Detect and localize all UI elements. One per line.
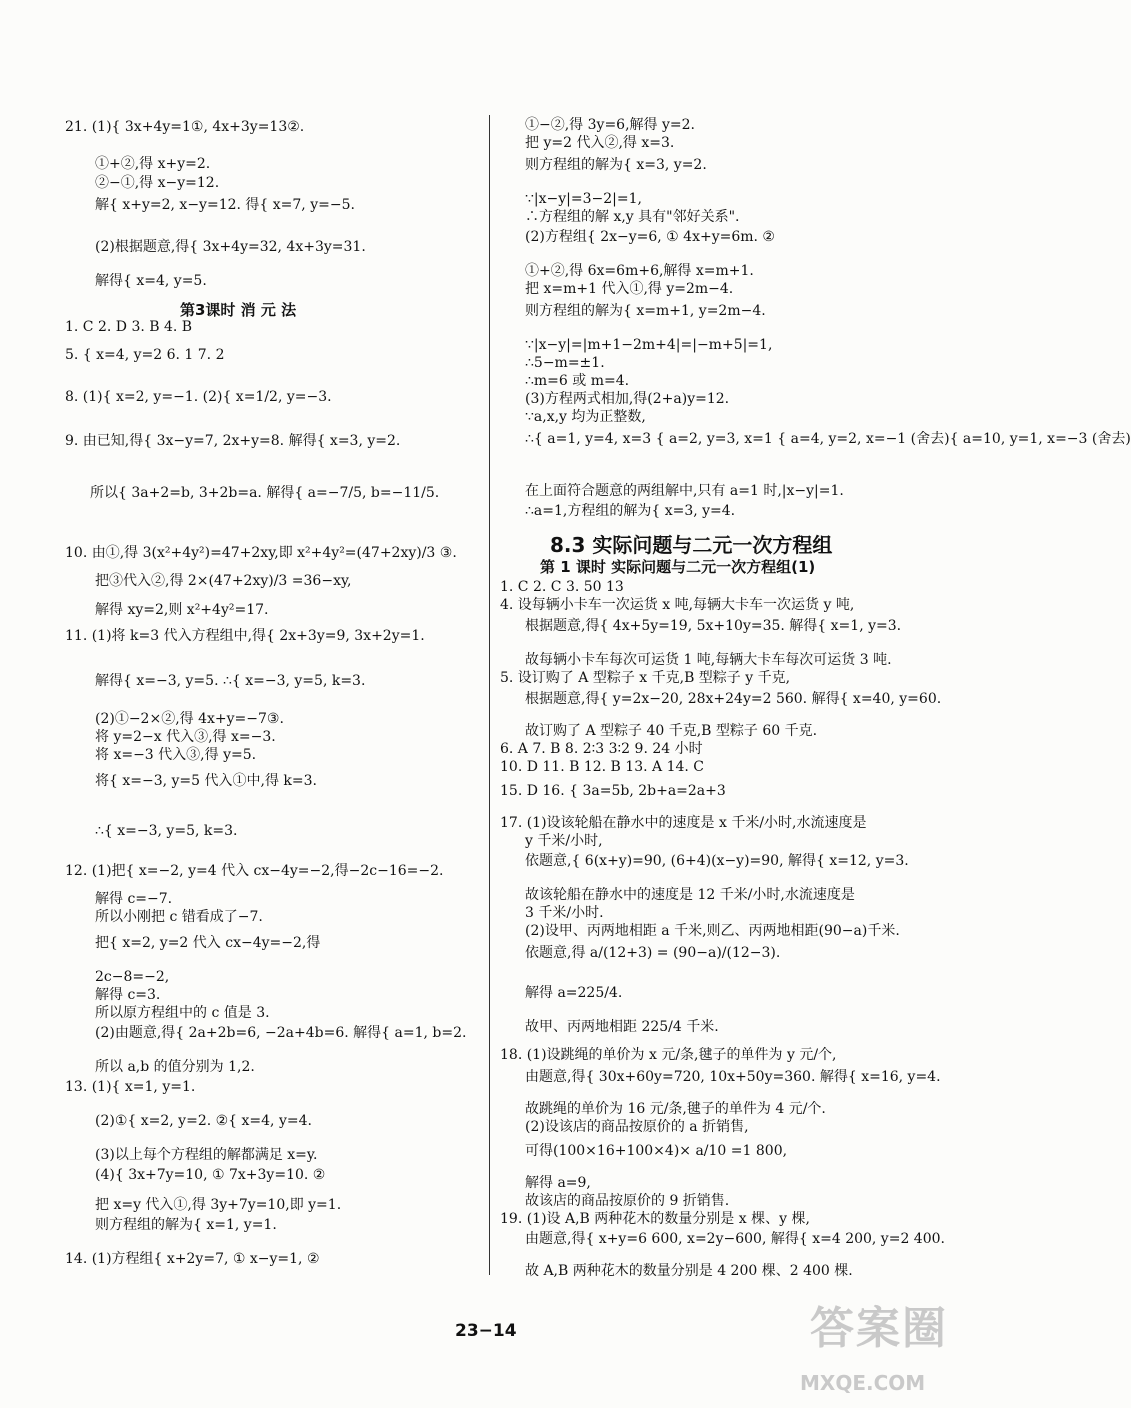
right-line: 故该轮船在静水中的速度是 12 千米/小时,水流速度是 bbox=[525, 887, 855, 903]
right-line: 解得 a=225/4. bbox=[525, 985, 623, 1001]
right-line: 17. (1)设该轮船在静水中的速度是 x 千米/小时,水流速度是 bbox=[500, 815, 867, 831]
right-line: 19. (1)设 A,B 两种花木的数量分别是 x 棵、y 棵, bbox=[500, 1211, 810, 1227]
left-line: 第3课时 消 元 法 bbox=[180, 301, 297, 319]
right-line: 故每辆小卡车每次可运货 1 吨,每辆大卡车每次可运货 3 吨. bbox=[525, 652, 892, 668]
right-line: 3 千米/小时. bbox=[525, 905, 604, 921]
left-line: 将 x=−3 代入③,得 y=5. bbox=[95, 747, 257, 763]
left-line: 8. (1){ x=2, y=−1. (2){ x=1/2, y=−3. bbox=[65, 389, 332, 405]
right-line: ∴m=6 或 m=4. bbox=[525, 373, 630, 389]
right-line: y 千米/小时, bbox=[525, 833, 603, 849]
left-line: 把③代入②,得 2×(47+2xy)/3 =36−xy, bbox=[95, 573, 352, 589]
left-line: 21. (1){ 3x+4y=1①, 4x+3y=13②. bbox=[65, 119, 305, 135]
right-line: (3)方程两式相加,得(2+a)y=12. bbox=[525, 391, 730, 407]
right-line: 5. 设订购了 A 型粽子 x 千克,B 型粽子 y 千克, bbox=[500, 670, 791, 686]
right-line: 10. D 11. B 12. B 13. A 14. C bbox=[500, 759, 704, 775]
left-line: 所以 a,b 的值分别为 1,2. bbox=[95, 1059, 255, 1075]
right-line: 1. C 2. C 3. 50 13 bbox=[500, 579, 624, 595]
left-line: (2)根据题意,得{ 3x+4y=32, 4x+3y=31. bbox=[95, 239, 366, 255]
right-line: 依题意,{ 6(x+y)=90, (6+4)(x−y)=90, 解得{ x=12, y=3. bbox=[525, 853, 909, 869]
left-line: 10. 由①,得 3(x²+4y²)=47+2xy,即 x²+4y²=(47+2xy)/3 ③. bbox=[65, 545, 457, 561]
left-line: ∴{ x=−3, y=5, k=3. bbox=[95, 823, 238, 839]
right-line: 由题意,得{ 30x+60y=720, 10x+50y=360. 解得{ x=16, y=4. bbox=[525, 1069, 941, 1085]
right-line: 4. 设每辆小卡车一次运货 x 吨,每辆大卡车一次运货 y 吨, bbox=[500, 597, 855, 613]
left-line: 14. (1)方程组{ x+2y=7, ① x−y=1, ② bbox=[65, 1251, 320, 1267]
right-line: (2)设甲、丙两地相距 a 千米,则乙、丙两地相距(90−a)千米. bbox=[525, 923, 900, 939]
right-line: ∴5−m=±1. bbox=[525, 355, 605, 371]
right-line: 故甲、丙两地相距 225/4 千米. bbox=[525, 1019, 719, 1035]
right-line: 则方程组的解为{ x=3, y=2. bbox=[525, 157, 707, 173]
right-line: 故该店的商品按原价的 9 折销售. bbox=[525, 1193, 730, 1209]
left-line: 13. (1){ x=1, y=1. bbox=[65, 1079, 196, 1095]
right-line: ①−②,得 3y=6,解得 y=2. bbox=[525, 117, 695, 133]
right-line: (2)设该店的商品按原价的 a 折销售, bbox=[525, 1119, 749, 1135]
left-line: 所以小刚把 c 错看成了−7. bbox=[95, 909, 263, 925]
left-line: 9. 由已知,得{ 3x−y=7, 2x+y=8. 解得{ x=3, y=2. bbox=[65, 433, 401, 449]
left-line: 1. C 2. D 3. B 4. B bbox=[65, 319, 193, 335]
left-line: 所以{ 3a+2=b, 3+2b=a. 解得{ a=−7/5, b=−11/5. bbox=[90, 485, 440, 501]
page-number: 23−14 bbox=[455, 1321, 517, 1341]
right-line: 由题意,得{ x+y=6 600, x=2y−600, 解得{ x=4 200, y=2 400. bbox=[525, 1231, 945, 1247]
right-line: 根据题意,得{ 4x+5y=19, 5x+10y=35. 解得{ x=1, y=3. bbox=[525, 618, 902, 634]
left-line: 2c−8=−2, bbox=[95, 969, 170, 985]
right-line: 把 x=m+1 代入①,得 y=2m−4. bbox=[525, 281, 734, 297]
left-line: (2)由题意,得{ 2a+2b=6, −2a+4b=6. 解得{ a=1, b=2. bbox=[95, 1025, 467, 1041]
right-line: 8.3 实际问题与二元一次方程组 bbox=[550, 533, 833, 557]
left-line: (2)①−2×②,得 4x+y=−7③. bbox=[95, 711, 284, 727]
left-line: (4){ 3x+7y=10, ① 7x+3y=10. ② bbox=[95, 1167, 326, 1183]
watermark-logo bbox=[800, 1303, 990, 1398]
right-line: ∴{ a=1, y=4, x=3 { a=2, y=3, x=1 { a=4, y=2, x=−1 (舍去){ a=10, y=1, x=−3 (舍去) bbox=[525, 431, 1131, 447]
left-line: 解得{ x=−3, y=5. ∴{ x=−3, y=5, k=3. bbox=[95, 673, 366, 689]
left-line: 将 y=2−x 代入③,得 x=−3. bbox=[95, 729, 276, 745]
left-line: 解得{ x=4, y=5. bbox=[95, 273, 207, 289]
left-line: 解得 xy=2,则 x²+4y²=17. bbox=[95, 602, 269, 618]
left-line: 把{ x=2, y=2 代入 cx−4y=−2,得 bbox=[95, 935, 321, 951]
watermark-text: 答案圈 bbox=[810, 1303, 948, 1354]
right-line: (2)方程组{ 2x−y=6, ① 4x+y=6m. ② bbox=[525, 229, 775, 245]
right-line: 可得(100×16+100×4)× a/10 =1 800, bbox=[525, 1143, 788, 1159]
left-line: 解得 c=−7. bbox=[95, 891, 173, 907]
column-divider bbox=[489, 115, 490, 1275]
left-line: 将{ x=−3, y=5 代入①中,得 k=3. bbox=[95, 773, 317, 789]
right-line: ∵|x−y|=|m+1−2m+4|=|−m+5|=1, bbox=[525, 337, 773, 353]
left-line: (3)以上每个方程组的解都满足 x=y. bbox=[95, 1147, 318, 1163]
right-line: 18. (1)设跳绳的单价为 x 元/条,毽子的单件为 y 元/个, bbox=[500, 1047, 837, 1063]
right-line: 故订购了 A 型粽子 40 千克,B 型粽子 60 千克. bbox=[525, 723, 818, 739]
right-line: 15. D 16. { 3a=5b, 2b+a=2a+3 bbox=[500, 783, 726, 799]
right-line: 把 y=2 代入②,得 x=3. bbox=[525, 135, 675, 151]
right-line: ∴a=1,方程组的解为{ x=3, y=4. bbox=[525, 503, 736, 519]
right-line: ∵|x−y|=3−2|=1, bbox=[525, 191, 642, 207]
right-line: 依题意,得 a/(12+3) = (90−a)/(12−3). bbox=[525, 945, 781, 961]
watermark-url: MXQE.COM bbox=[800, 1371, 926, 1395]
right-line: ∴方程组的解 x,y 具有"邻好关系". bbox=[525, 209, 740, 225]
left-line: 解得 c=3. bbox=[95, 987, 161, 1003]
right-line: 故跳绳的单价为 16 元/条,毽子的单件为 4 元/个. bbox=[525, 1101, 826, 1117]
right-line: 故 A,B 两种花木的数量分别是 4 200 棵、2 400 棵. bbox=[525, 1263, 853, 1279]
left-line: 解{ x+y=2, x−y=12. 得{ x=7, y=−5. bbox=[95, 197, 355, 213]
right-line: 则方程组的解为{ x=m+1, y=2m−4. bbox=[525, 303, 766, 319]
left-line: 把 x=y 代入①,得 3y+7y=10,即 y=1. bbox=[95, 1197, 342, 1213]
left-line: 12. (1)把{ x=−2, y=4 代入 cx−4y=−2,得−2c−16=−2. bbox=[65, 863, 444, 879]
left-line: ②−①,得 x−y=12. bbox=[95, 175, 220, 191]
left-line: 则方程组的解为{ x=1, y=1. bbox=[95, 1217, 277, 1233]
left-line: 5. { x=4, y=2 6. 1 7. 2 bbox=[65, 347, 225, 363]
right-line: 第 1 课时 实际问题与二元一次方程组(1) bbox=[540, 558, 816, 576]
right-line: ∵a,x,y 均为正整数, bbox=[525, 409, 646, 425]
left-line: 所以原方程组中的 c 值是 3. bbox=[95, 1005, 270, 1021]
left-line: ①+②,得 x+y=2. bbox=[95, 156, 211, 172]
left-line: 11. (1)将 k=3 代入方程组中,得{ 2x+3y=9, 3x+2y=1. bbox=[65, 628, 425, 644]
left-line: (2)①{ x=2, y=2. ②{ x=4, y=4. bbox=[95, 1113, 312, 1129]
right-line: 根据题意,得{ y=2x−20, 28x+24y=2 560. 解得{ x=40, y=60. bbox=[525, 691, 942, 707]
right-line: 6. A 7. B 8. 2∶3 3∶2 9. 24 小时 bbox=[500, 741, 703, 757]
right-line: 在上面符合题意的两组解中,只有 a=1 时,|x−y|=1. bbox=[525, 483, 844, 499]
right-line: 解得 a=9, bbox=[525, 1175, 591, 1191]
right-line: ①+②,得 6x=6m+6,解得 x=m+1. bbox=[525, 263, 754, 279]
